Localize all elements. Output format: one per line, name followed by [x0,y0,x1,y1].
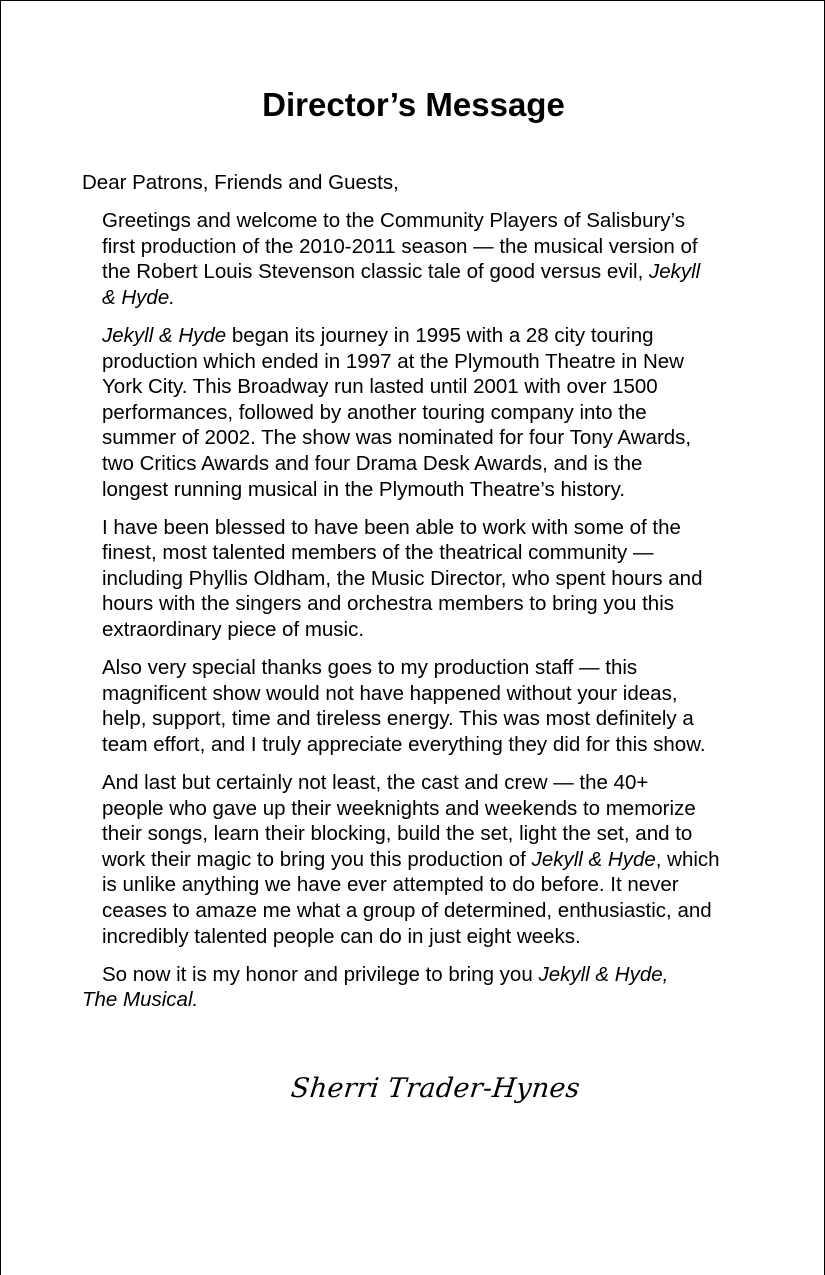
paragraph-line [82,259,782,285]
show-title-italic: The Musical. [82,988,199,1012]
paragraph-line: ceases to amaze me what a group of determined, enthusiastic, and [102,898,712,922]
paragraph-history [82,323,782,502]
paragraph-line: help, support, time and tireless energy. This was most definitely a [102,707,694,731]
paragraph-line: I have been blessed to have been able to work with some of the [102,515,681,539]
paragraph-line-text: the Robert Louis Stevenson classic tale of good versus evil, [102,260,649,284]
paragraph-line-text: began its journey in 1995 with a 28 city touring [226,323,654,347]
paragraph-line [82,962,782,988]
paragraph-line [82,987,782,1013]
letter-body [82,170,782,1025]
paragraph-production-staff [82,655,782,757]
show-title-italic: & Hyde. [102,285,175,309]
paragraph-line: longest running musical in the Plymouth Theatre’s history. [102,477,626,501]
paragraph-line: extraordinary piece of music. [102,618,365,641]
paragraph-line: production which ended in 1997 at the Plymouth Theatre in New [102,349,684,373]
paragraph-line: team effort, and I truly appreciate everything they did for this show. [102,732,706,756]
show-title-italic: Jekyll & Hyde [531,847,656,871]
paragraph-line [82,847,782,873]
paragraph-line: York City. This Broadway run lasted until 2001 with over 1500 [102,375,658,399]
paragraph-line: is unlike anything we have ever attempted to do before. It never [102,873,679,897]
paragraph-line: two Critics Awards and four Drama Desk Awards, and is the [102,451,643,475]
paragraph-line: performances, followed by another touring company into the [102,400,647,424]
paragraph-closing [82,962,782,1013]
paragraph-cast-and-crew [82,770,782,949]
paragraph-line: including Phyllis Oldham, the Music Director, who spent hours and [102,566,703,590]
paragraph-line: magnificent show would not have happened without your ideas, [102,681,678,705]
paragraph-line: hours with the singers and orchestra members to bring you this [102,592,674,616]
paragraph-line: Greetings and welcome to the Community Players of Salisbury’s [102,209,685,233]
paragraph-line: first production of the 2010-2011 season — the musical version of [102,234,698,258]
paragraph-line: And last but certainly not least, the cast and crew — the 40+ [102,770,649,794]
paragraph-music-director [82,515,782,643]
page-title: Director’s Message [262,86,565,123]
paragraph-line: summer of 2002. The show was nominated for four Tony Awards, [102,426,692,450]
salutation [82,170,782,196]
paragraph-line: their songs, learn their blocking, build the set, light the set, and to [102,822,693,846]
paragraph-line-text: , which [655,847,720,871]
paragraph-line: finest, most talented members of the theatrical community — [102,541,654,565]
paragraph-line [82,285,782,311]
paragraph-line: Also very special thanks goes to my production staff — this [102,656,638,680]
paragraph-line-text: work their magic to bring you this production of [102,847,532,871]
show-title-italic: Jekyll & Hyde [102,323,227,347]
show-title-italic: Jekyll & Hyde, [538,962,669,986]
paragraph-line: people who gave up their weeknights and weekends to memorize [102,796,696,820]
paragraph-line [82,323,782,349]
paragraph-line: incredibly talented people can do in just eight weeks. [102,924,581,948]
paragraph-line-text: So now it is my honor and privilege to bring you [102,962,539,986]
show-title-italic: Jekyll [648,260,701,284]
paragraph-greeting [82,208,782,310]
salutation-text: Dear Patrons, Friends and Guests, [82,171,399,194]
director-signature: Sherri Trader-Hynes [289,1073,582,1104]
